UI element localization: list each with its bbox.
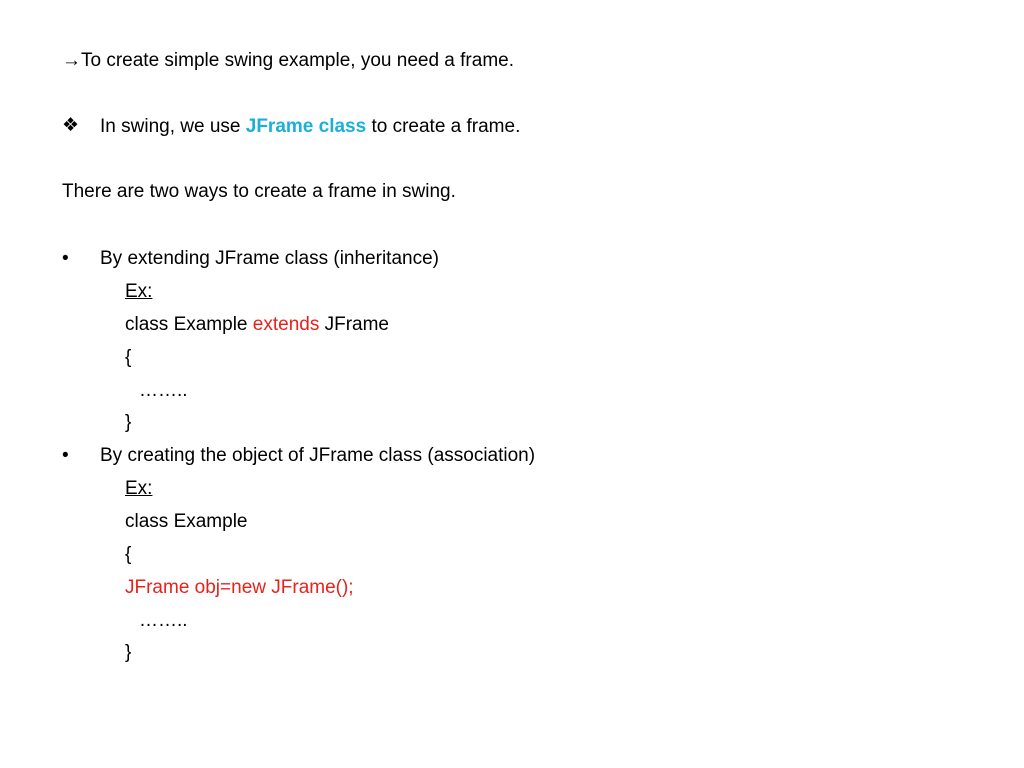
way1-close-brace: } [125, 412, 132, 433]
diamond-item-after: to create a frame. [366, 116, 521, 137]
diamond-item-text [100, 115, 520, 139]
way1-code-after: JFrame [319, 314, 390, 335]
way2-code-class: class Example [125, 511, 248, 532]
way2-ex-label: Ex: [125, 478, 153, 499]
diamond-bullet-icon: ❖ [62, 115, 80, 136]
arrow-right-icon: → [62, 50, 81, 71]
way1-ex-label: Ex: [125, 281, 153, 302]
way1-bullet-icon: • [62, 248, 69, 269]
way2-open-brace: { [125, 544, 132, 565]
way2-close-brace: } [125, 642, 132, 663]
way1-code-before: class Example [125, 314, 253, 335]
diamond-item-before: In swing, we use [100, 116, 246, 137]
intro-line [62, 49, 514, 73]
way2-dots: …….. [139, 610, 188, 631]
way2-code-statement: JFrame obj=new JFrame(); [125, 577, 354, 598]
intro-text: To create simple swing example, you need a frame. [81, 50, 514, 71]
jframe-class-highlight: JFrame class [245, 116, 367, 137]
ways-heading: There are two ways to create a frame in swing. [62, 181, 456, 202]
way1-dots: …….. [139, 380, 188, 401]
way1-code-line [125, 313, 389, 337]
way1-open-brace: { [125, 347, 132, 368]
way2-label: By creating the object of JFrame class (association) [100, 445, 536, 466]
way2-bullet-icon: • [62, 445, 69, 466]
way1-label: By extending JFrame class (inheritance) [100, 248, 439, 269]
extends-keyword: extends [252, 314, 320, 335]
